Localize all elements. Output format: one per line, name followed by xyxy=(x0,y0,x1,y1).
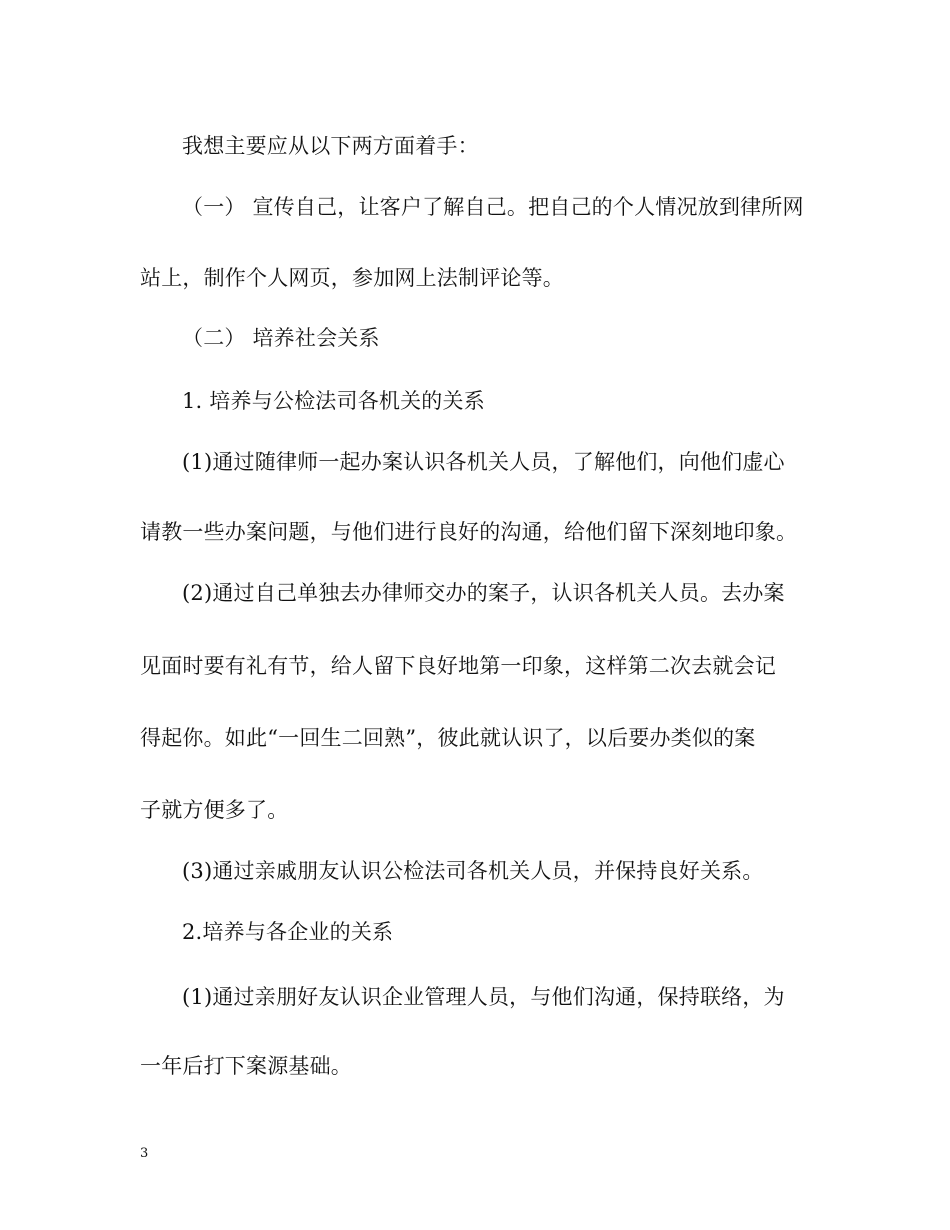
paragraph-line: 子就方便多了。 xyxy=(140,798,289,822)
page-number: 3 xyxy=(140,1146,149,1161)
paragraph-line: 我想主要应从以下两方面着手： xyxy=(182,134,479,158)
paragraph-line: 得起你。如此“一回生二回熟”，彼此就认识了，以后要办类似的案 xyxy=(140,726,756,750)
paragraph-line: （二） 培养社会关系 xyxy=(182,326,380,350)
paragraph-line: 2.培养与各企业的关系 xyxy=(182,920,394,944)
paragraph-line: 一年后打下案源基础。 xyxy=(140,1054,352,1078)
paragraph-line: 1. 培养与公检法司各机关的关系 xyxy=(182,389,485,413)
paragraph-line: 站上，制作个人网页，参加网上法制评论等。 xyxy=(140,266,564,290)
paragraph-line: (3)通过亲戚朋友认识公检法司各机关人员，并保持良好关系。 xyxy=(182,859,764,883)
paragraph-line: 见面时要有礼有节，给人留下良好地第一印象，这样第二次去就会记 xyxy=(140,654,776,678)
paragraph-line: (1)通过随律师一起办案认识各机关人员，了解他们，向他们虚心 xyxy=(182,450,785,474)
paragraph-line: 请教一些办案问题，与他们进行良好的沟通，给他们留下深刻地印象。 xyxy=(140,520,798,544)
paragraph-line: (1)通过亲朋好友认识企业管理人员，与他们沟通，保持联络，为 xyxy=(182,985,785,1009)
paragraph-line: （一） 宣传自己，让客户了解自己。把自己的个人情况放到律所网 xyxy=(182,195,804,219)
paragraph-line: (2)通过自己单独去办律师交办的案子，认识各机关人员。去办案 xyxy=(182,581,785,605)
